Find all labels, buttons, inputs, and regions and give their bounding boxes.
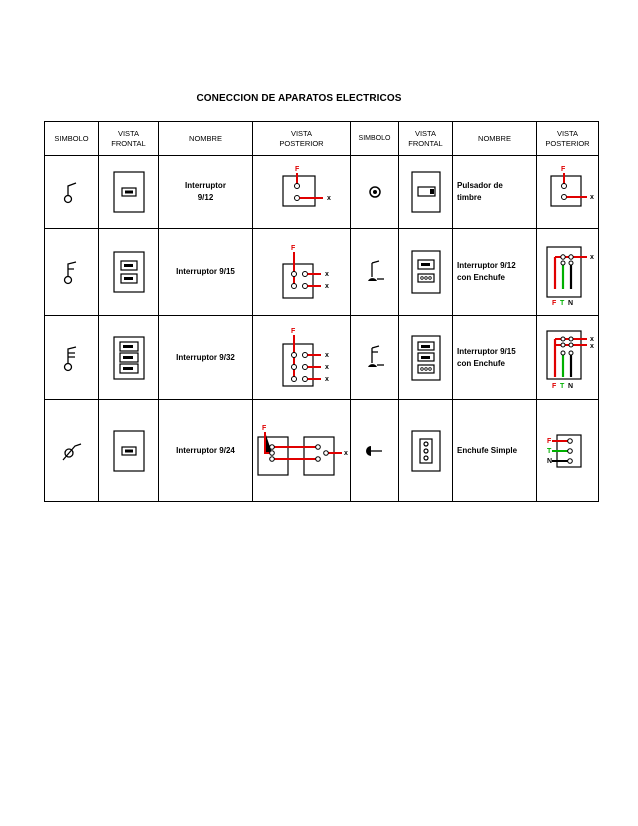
rear-view-switch-outlet-icon <box>537 229 599 316</box>
fase-label: F <box>561 166 566 173</box>
header-vista-frontal: VISTA FRONTAL <box>99 122 159 156</box>
header-nombre: NOMBRE <box>159 122 253 156</box>
device-name: Interruptor 9/32 <box>176 352 235 362</box>
front-triple-switch-icon <box>99 316 159 400</box>
symbol-pushbutton-icon <box>351 156 399 229</box>
device-name-line-2: timbre <box>457 193 482 202</box>
device-name-line-2: con Enchufe <box>457 358 506 368</box>
header-simbolo: SIMBOLO <box>45 122 99 156</box>
x-label: x <box>590 335 594 343</box>
device-name: Interruptor 9/15 <box>176 267 235 276</box>
device-name: Interruptor 9/24 <box>176 445 235 455</box>
header-vista-posterior-2: VISTA POSTERIOR <box>537 122 599 156</box>
header-nombre-2: NOMBRE <box>453 122 537 156</box>
device-name: Pulsador de <box>457 181 503 190</box>
rear-view-9-15-icon <box>253 229 351 316</box>
fase-label: F <box>552 382 557 390</box>
front-double-switch-outlet-icon <box>399 316 453 400</box>
header-simbolo-2: SIMBOLO <box>351 122 399 156</box>
symbol-outlet-icon <box>351 400 399 502</box>
x-label: x <box>324 283 329 290</box>
x-label: x <box>324 271 329 278</box>
table-row <box>45 156 599 229</box>
device-name: Interruptor <box>185 181 226 190</box>
rear-view-9-24-icon <box>253 400 351 502</box>
front-switch-outlet-icon <box>399 229 453 316</box>
x-label: x <box>324 363 329 371</box>
tierra-label: T <box>560 382 565 390</box>
tierra-label: T <box>560 300 565 307</box>
symbol-switch-9-24-icon <box>45 400 99 502</box>
neutro-label: N <box>546 457 552 465</box>
rear-view-9-12-icon <box>253 156 351 229</box>
x-label: x <box>590 194 594 201</box>
symbol-switch-9-12-icon <box>45 156 99 229</box>
symbol-switch-9-15-icon <box>45 229 99 316</box>
header-row <box>45 122 599 156</box>
fase-label: F <box>290 245 295 252</box>
table-row <box>45 229 599 316</box>
fase-label: F <box>546 437 551 445</box>
rear-view-doorbell-icon <box>537 156 599 229</box>
device-name-line-2: con Enchufe <box>457 273 506 282</box>
device-name: Interruptor 9/12 <box>457 261 516 270</box>
x-label: x <box>590 254 594 261</box>
device-name-line-2: 9/12 <box>197 193 214 202</box>
name-cell <box>159 156 253 229</box>
symbol-switch-9-32-icon <box>45 316 99 400</box>
x-label: x <box>343 449 348 457</box>
page-title: CONECCION DE APARATOS ELECTRICOS <box>196 93 402 104</box>
rear-view-9-32-icon <box>253 316 351 400</box>
name-cell <box>159 400 253 502</box>
symbol-switch-outlet-9-15-icon <box>351 316 399 400</box>
x-label: x <box>324 351 329 359</box>
neutro-label: N <box>568 300 574 307</box>
front-outlet-icon <box>399 400 453 502</box>
fase-label: F <box>552 300 557 307</box>
symbol-switch-outlet-icon <box>351 229 399 316</box>
name-cell-2 <box>453 156 537 229</box>
header-vista-posterior: VISTA POSTERIOR <box>253 122 351 156</box>
x-label: x <box>326 195 331 202</box>
rear-view-outlet-icon <box>537 400 599 502</box>
header-vista-frontal-2: VISTA FRONTAL <box>399 122 453 156</box>
neutro-label: N <box>568 382 574 390</box>
front-doorbell-icon <box>399 156 453 229</box>
connection-table <box>44 121 599 502</box>
rear-view-double-switch-outlet-icon <box>537 316 599 400</box>
fase-label: F <box>290 327 295 335</box>
device-name: Interruptor 9/15 <box>457 346 516 356</box>
tierra-label: T <box>546 447 551 455</box>
fase-label: F <box>261 424 266 432</box>
front-single-switch-icon <box>99 400 159 502</box>
front-single-switch-icon <box>99 156 159 229</box>
front-double-switch-icon <box>99 229 159 316</box>
name-cell <box>159 316 253 400</box>
fase-label: F <box>294 166 299 173</box>
table-row <box>45 316 599 400</box>
x-label: x <box>324 375 329 383</box>
name-cell-2 <box>453 316 537 400</box>
x-label: x <box>590 342 594 350</box>
name-cell <box>159 229 253 316</box>
table-row <box>45 400 599 502</box>
name-cell-2 <box>453 229 537 316</box>
name-cell-2 <box>453 400 537 502</box>
device-name: Enchufe Simple <box>457 445 518 455</box>
